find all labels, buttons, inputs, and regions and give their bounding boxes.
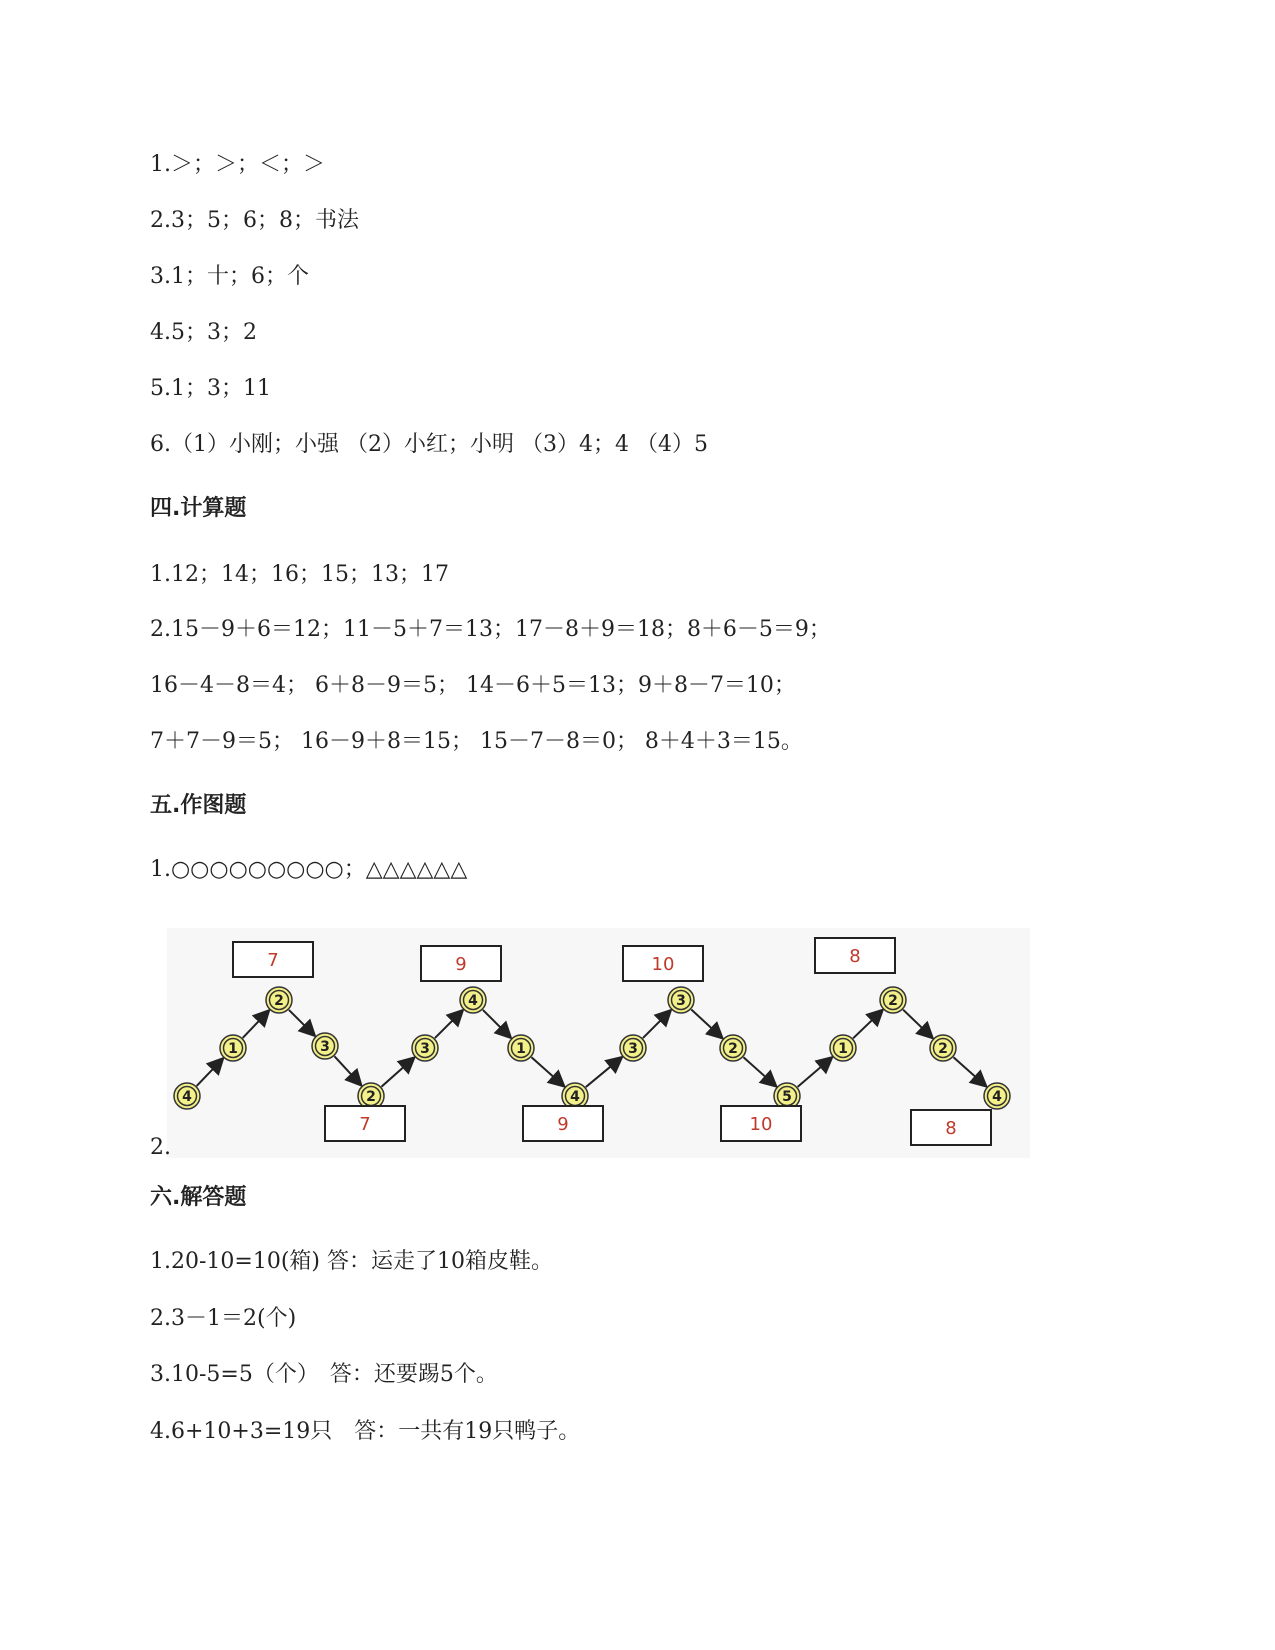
circle-number: 3 [628, 1041, 638, 1057]
top-sum-value: 8 [849, 946, 861, 967]
answer-3-1: 1.＞；＞；＜；＞ [150, 152, 325, 177]
circle-number: 2 [938, 1041, 948, 1057]
circle-number: 1 [516, 1041, 526, 1057]
section-5-heading: 五.作图题 [150, 793, 247, 818]
circle-number: 4 [468, 993, 478, 1009]
answer-6-3: 3.10-5=5（个） 答：还要踢5个。 [150, 1362, 498, 1387]
circle-number: 3 [420, 1041, 430, 1057]
top-sum-value: 10 [651, 954, 675, 975]
circle-number: 4 [570, 1089, 580, 1105]
circle-number: 1 [838, 1041, 848, 1057]
bottom-sum-value: 9 [557, 1114, 569, 1135]
circle-number: 2 [888, 993, 898, 1009]
section-4-heading: 四.计算题 [150, 496, 247, 521]
circle-number: 2 [274, 993, 284, 1009]
answer-6-4: 4.6+10+3=19只 答：一共有19只鸭子。 [150, 1419, 581, 1444]
circle-number: 3 [676, 993, 686, 1009]
answer-4-1: 1.12；14；16；15；13；17 [150, 562, 449, 587]
zigzag-figure [167, 928, 1030, 1158]
circle-number: 2 [366, 1089, 376, 1105]
answer-5-2-label: 2. [150, 1135, 171, 1160]
answer-3-2: 2.3；5；6；8；书法 [150, 208, 359, 233]
circle-number: 4 [182, 1089, 192, 1105]
circle-number: 3 [320, 1039, 330, 1055]
answer-3-5: 5.1；3；11 [150, 376, 271, 401]
bottom-sum-value: 7 [359, 1114, 371, 1135]
answer-6-1: 1.20-10=10(箱) 答：运走了10箱皮鞋。 [150, 1249, 553, 1274]
answer-4-2-cont-a: 16－4－8＝4； 6＋8－9＝5； 14－6＋5＝13；9＋8－7＝10； [150, 673, 796, 698]
section-6-heading: 六.解答题 [150, 1185, 247, 1210]
bottom-sum-value: 8 [945, 1118, 957, 1139]
top-sum-value: 7 [267, 950, 279, 971]
circle-number: 1 [228, 1041, 238, 1057]
answer-6-2: 2.3－1＝2(个) [150, 1306, 297, 1331]
answer-4-2-cont-b: 7＋7－9＝5； 16－9＋8＝15； 15－7－8＝0； 8＋4＋3＝15。 [150, 729, 803, 754]
zigzag-figure-svg [167, 928, 1030, 1158]
bottom-sum-value: 10 [749, 1114, 773, 1135]
answer-3-3: 3.1；十；6；个 [150, 264, 309, 289]
answer-3-4: 4.5；3；2 [150, 320, 257, 345]
answer-5-1: 1.○○○○○○○○○；△△△△△△ [150, 857, 468, 882]
top-sum-value: 9 [455, 954, 467, 975]
circle-number: 4 [992, 1089, 1002, 1105]
circle-number: 2 [728, 1041, 738, 1057]
answer-4-2: 2.15－9＋6＝12；11－5＋7＝13；17－8＋9＝18；8＋6－5＝9； [150, 617, 831, 642]
circle-number: 5 [782, 1089, 792, 1105]
answer-3-6: 6.（1）小刚；小强 （2）小红；小明 （3）4；4 （4）5 [150, 432, 708, 457]
